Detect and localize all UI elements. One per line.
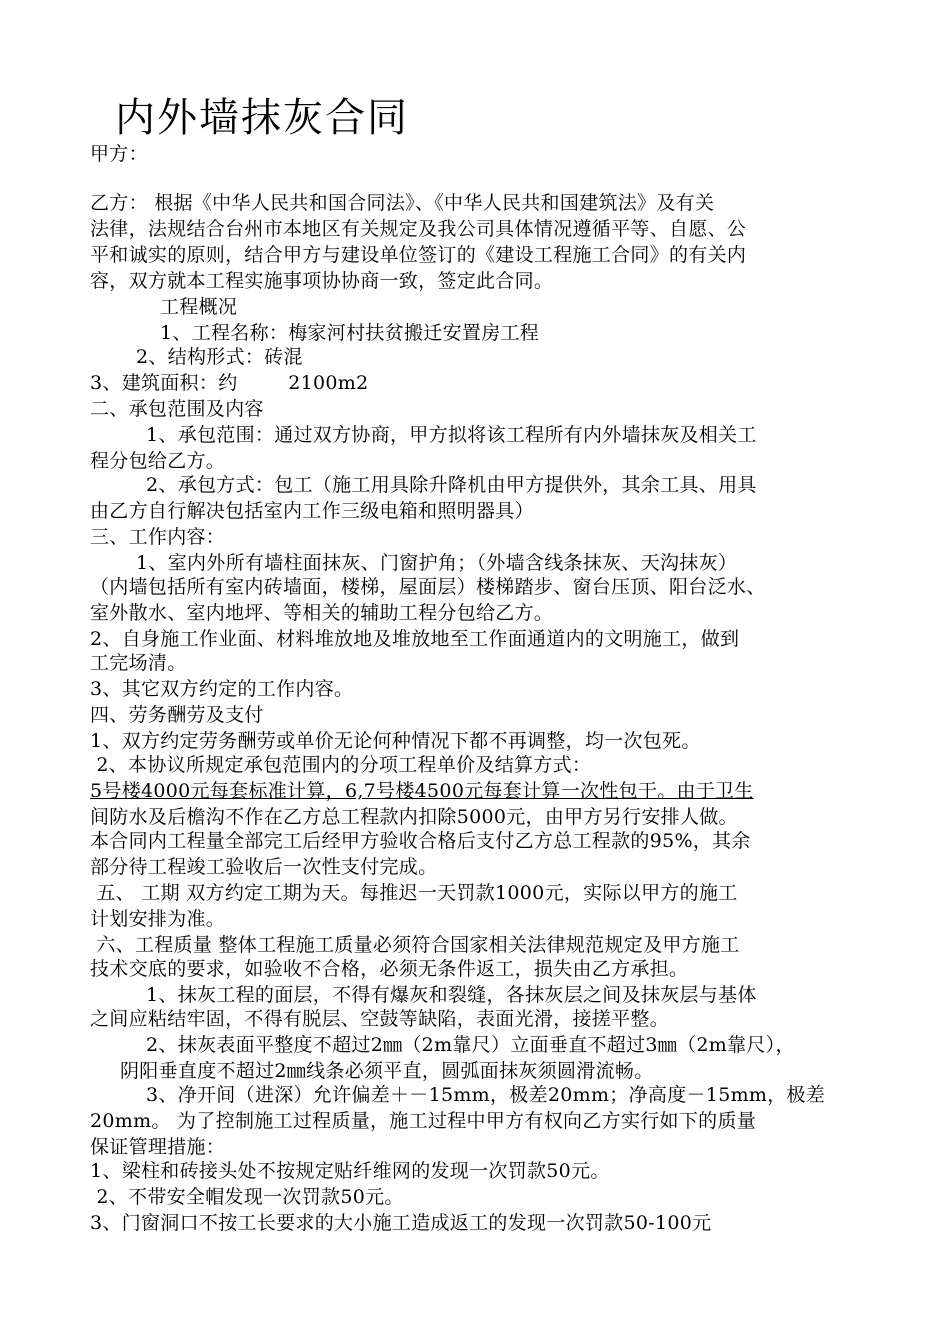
text-line: 1、梁柱和砖接头处不按规定贴纤维网的发现一次罚款50元。 [90,1160,610,1182]
text-line: 室外散水、室内地坪、等相关的辅助工程分包给乙方。 [90,602,554,624]
text-line: 本合同内工程量全部完工后经甲方验收合格后支付乙方总工程款的95%，其余 [90,830,751,852]
text-line: 容，双方就本工程实施事项协协商一致，签定此合同。 [90,270,554,292]
text-line: 2、不带安全帽发现一次罚款50元。 [90,1186,404,1208]
underlined-price-text: 5号楼4000元每套标准计算，6,7号楼4500元每套计算一次性包干。由于卫生 [90,780,754,802]
text-line: 平和诚实的原则，结合甲方与建设单位签订的《建设工程施工合同》的有关内 [90,244,747,266]
text-line: （内墙包括所有室内砖墙面，楼梯，屋面层）楼梯踏步、窗台压顶、阳台泛水、 [90,576,766,598]
text-line: 3、净开间（进深）允许偏差＋－15mm，极差20mm；净高度－15mm，极差 [146,1084,826,1106]
text-line: 20mm。 为了控制施工过程质量，施工过程中甲方有权向乙方实行如下的质量 [90,1110,757,1132]
text-line: 技术交底的要求，如验收不合格，必须无条件返工，损失由乙方承担。 [90,958,689,980]
text-line: 保证管理措施： [90,1136,226,1158]
text-line: 3、门窗洞口不按工长要求的大小施工造成返工的发现一次罚款50-100元 [90,1212,712,1234]
text-line: 3、其它双方约定的工作内容。 [90,678,354,700]
text-line: 1、承包范围：通过双方协商，甲方拟将该工程所有内外墙抹灰及相关工 [146,424,757,446]
text-line: 1、室内外所有墙柱面抹灰、门窗护角；（外墙含线条抹灰、天沟抹灰） [136,552,738,574]
text-line: 1、抹灰工程的面层，不得有爆灰和裂缝，各抹灰层之间及抹灰层与基体 [146,984,757,1006]
section-heading: 六、工程质量 整体工程施工质量必须符合国家相关法律规范规定及甲方施工 [90,934,740,956]
section-heading: 四、劳务酬劳及支付 [90,704,264,726]
text-line: 2、自身施工作业面、材料堆放地及堆放地至工作面通道内的文明施工，做到 [90,628,740,650]
text-line: 2、承包方式：包工（施工用具除升降机由甲方提供外，其余工具、用具 [146,474,757,496]
text-line: 1、双方约定劳务酬劳或单价无论何种情况下都不再调整，均一次包死。 [90,730,701,752]
text-line: 2、本协议所规定承包范围内的分项工程单价及结算方式： [90,754,592,776]
text-line: 部分待工程竣工验收后一次性支付完成。 [90,856,438,878]
text-line: 3、建筑面积：约 2100m2 [90,372,369,394]
text-line: 法律，法规结合台州市本地区有关规定及我公司具体情况遵循平等、自愿、公 [90,218,747,240]
section-heading: 工程概况 [160,296,238,318]
text-line [90,778,754,804]
text-line: 甲方： [90,143,148,165]
text-line: 工完场清。 [90,652,187,674]
text-line: 乙方： 根据《中华人民共和国合同法》、《中华人民共和国建筑法》及有关 [90,192,715,214]
text-line: 2、结构形式：砖混 [136,346,303,368]
text-line: 2、抹灰表面平整度不超过2㎜（2m靠尺）立面垂直不超过3㎜（2m靠尺）， [146,1034,795,1056]
text-line: 由乙方自行解决包括室内工作三级电箱和照明器具） [90,500,534,522]
section-heading: 二、承包范围及内容 [90,398,264,420]
section-heading: 三、工作内容： [90,526,226,548]
section-heading: 五、 工期 双方约定工期为天。每推迟一天罚款1000元，实际以甲方的施工 [90,882,738,904]
text-line: 计划安排为准。 [90,908,226,930]
text-line: 之间应粘结牢固，不得有脱层、空鼓等缺陷，表面光滑，接搓平整。 [90,1008,670,1030]
text-line: 程分包给乙方。 [90,450,226,472]
text-line: 阴阳垂直度不超过2㎜线条必须平直，圆弧面抹灰须圆滑流畅。 [120,1060,654,1082]
text-line: 1、工程名称：梅家河村扶贫搬迁安置房工程 [160,322,540,344]
document-title: 内外墙抹灰合同 [115,95,409,141]
text-line: 间防水及后檐沟不作在乙方总工程款内扣除5000元，由甲方另行安排人做。 [90,806,738,828]
